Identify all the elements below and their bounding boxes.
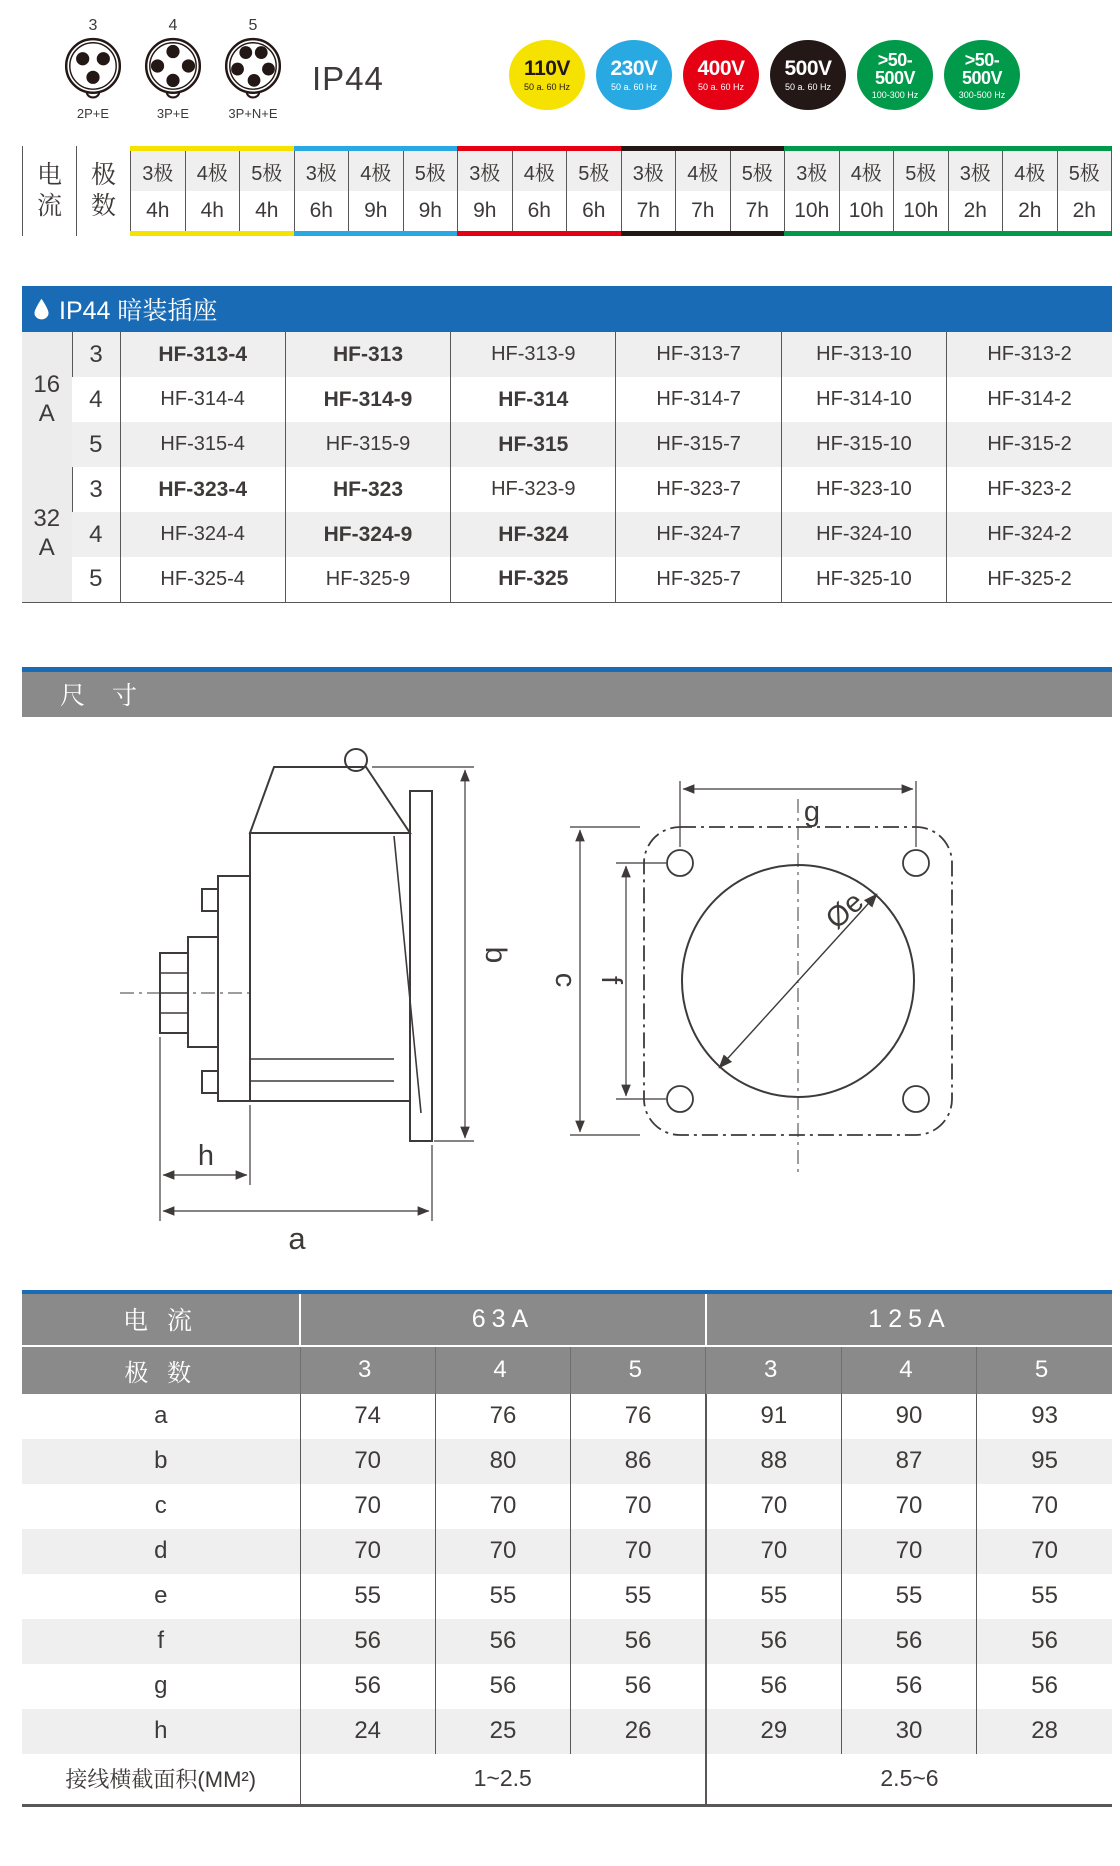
- model-code-cell: HF-315: [451, 422, 616, 467]
- voltage-badges: [509, 18, 1020, 110]
- model-code-cell: HF-314-2: [947, 377, 1112, 422]
- badge-frequency: 100-300 Hz: [871, 89, 919, 100]
- pole-col-header: 5: [977, 1346, 1112, 1394]
- table-row: [22, 422, 1112, 467]
- pole-hour-cell: 5极 2h: [1057, 151, 1112, 231]
- model-code-cell: HF-324-4: [120, 512, 285, 557]
- pole-hour-cell: 3极 4h: [130, 151, 185, 231]
- pole-col-header: 5: [571, 1346, 706, 1394]
- table-row: [22, 332, 1112, 377]
- model-code-cell: HF-325: [451, 557, 616, 602]
- model-code-cell: HF-324-7: [616, 512, 781, 557]
- dim-label-a: a: [288, 1220, 306, 1256]
- model-code-cell: HF-314-7: [616, 377, 781, 422]
- dim-label-e: Øe: [819, 885, 871, 936]
- voltage-badge-400v: [683, 40, 759, 110]
- model-code-cell: HF-323: [285, 467, 450, 512]
- voltage-group-50-500v-b: [948, 146, 1112, 236]
- connector-5pin-icon: [220, 34, 286, 100]
- table-row: a 74 76 76 91 90 93: [22, 1394, 1112, 1439]
- model-code-cell: HF-315-9: [285, 422, 450, 467]
- dimensions-section-title: 尺 寸: [60, 682, 147, 710]
- model-code-cell: HF-323-2: [947, 467, 1112, 512]
- table-row: b 70 80 86 88 87 95: [22, 1439, 1112, 1484]
- pole-hour-cell: 5极 4h: [239, 151, 294, 231]
- model-code-cell: HF-314-9: [285, 377, 450, 422]
- badge-frequency: 50 a. 60 Hz: [697, 82, 745, 92]
- pole-count-cell: 5: [72, 422, 120, 467]
- poles-header-label: 极数: [90, 160, 116, 220]
- pole-count-cell: 3: [72, 332, 120, 377]
- dim-row-label: d: [22, 1529, 300, 1574]
- connector-wiring-label: 3P+E: [156, 106, 190, 121]
- table-row: g 56 56 56 56 56 56: [22, 1664, 1112, 1709]
- table-row: h 24 25 26 29 30 28: [22, 1709, 1112, 1754]
- dim-row-label: e: [154, 1582, 168, 1609]
- current-16a-cell: 16A: [22, 332, 72, 467]
- table-footer-row: [22, 1754, 1112, 1806]
- table-row: [22, 467, 1112, 512]
- model-code-cell: HF-323-7: [616, 467, 781, 512]
- model-code-cell: HF-323-4: [120, 467, 285, 512]
- dim-b: [372, 767, 474, 1141]
- front-view: [549, 781, 952, 1173]
- badge-voltage-line1: >50-: [877, 49, 913, 70]
- voltage-group-50-500v-a: [784, 146, 948, 236]
- connector-3pin-icon: [60, 34, 126, 100]
- model-code-cell: HF-324-9: [285, 512, 450, 557]
- badge-voltage-line1: >50-: [964, 49, 1000, 70]
- model-code-cell: HF-313-4: [120, 332, 285, 377]
- pole-hour-cell: 5极 9h: [403, 151, 458, 231]
- model-code-cell: HF-315-10: [781, 422, 946, 467]
- connector-pin-count: 3: [88, 17, 98, 34]
- dim-label-c: c: [549, 972, 581, 987]
- dim-label-h: h: [197, 1139, 215, 1172]
- model-code-cell: HF-313-2: [947, 332, 1112, 377]
- table-header-row: [22, 1346, 1112, 1394]
- pole-count-cell: 5: [89, 565, 103, 593]
- badge-voltage-line2: 500V: [961, 67, 1003, 88]
- connector-pin-count: 4: [168, 17, 178, 34]
- pole-hour-cell: 5极 6h: [566, 151, 621, 231]
- table-row: e 55 55 55 55 55 55: [22, 1574, 1112, 1619]
- water-drop-icon: [34, 298, 49, 320]
- model-code-cell: HF-313: [285, 332, 450, 377]
- pole-hour-cell: 5极 10h: [893, 151, 948, 231]
- current-poles-hours-table: [22, 146, 1112, 236]
- voltage-group-230v: [294, 146, 458, 236]
- connector-wiring-label: 3P+N+E: [228, 106, 278, 121]
- dim-row-label: c: [154, 1492, 167, 1519]
- badge-frequency: 50 a. 60 Hz: [523, 82, 571, 92]
- model-code-cell: HF-314-10: [781, 377, 946, 422]
- connector-5pin: [218, 18, 288, 121]
- dimensions-table: [22, 1290, 1112, 1808]
- pole-hour-cell: 4极 9h: [348, 151, 403, 231]
- pole-hour-cell: 3极 9h: [457, 151, 512, 231]
- voltage-group-110v: [130, 146, 294, 236]
- socket-section-title: IP44 暗装插座: [59, 297, 218, 325]
- model-code-cell: HF-325-2: [947, 557, 1112, 602]
- poles-header: 极 数: [22, 1346, 300, 1394]
- model-code-cell: HF-314-4: [120, 377, 285, 422]
- badge-voltage: 500V: [784, 57, 832, 80]
- pole-col-header: 3: [706, 1346, 841, 1394]
- pole-hour-cell: 3极 7h: [621, 151, 676, 231]
- voltage-group-400v: [457, 146, 621, 236]
- pole-col-header: 4: [435, 1346, 570, 1394]
- dim-row-label: g: [154, 1672, 168, 1699]
- pole-hour-cell: 4极 10h: [839, 151, 894, 231]
- model-code-cell: HF-315-4: [120, 422, 285, 467]
- table-row: d 70 70 70 70 70 70: [22, 1529, 1112, 1574]
- connector-3pin: [58, 18, 128, 121]
- dimensions-section-header: [22, 667, 1112, 717]
- connector-4pin: [138, 18, 208, 121]
- pole-col-header: 4: [841, 1346, 976, 1394]
- socket-section-header: [22, 286, 1112, 332]
- dim-row-label: b: [22, 1439, 300, 1484]
- current-header-label: 电流: [36, 160, 62, 220]
- connector-pin-count: 5: [248, 17, 258, 34]
- voltage-badge-50-500v-b: [944, 40, 1020, 110]
- dim-row-label: h: [22, 1709, 300, 1754]
- pole-hour-cell: 3极 10h: [784, 151, 839, 231]
- model-code-cell: HF-325-7: [616, 557, 781, 602]
- badge-frequency: 50 a. 60 Hz: [610, 82, 658, 92]
- table-row: [22, 377, 1112, 422]
- model-code-cell: HF-325-9: [285, 557, 450, 602]
- pole-count-cell: 4: [72, 512, 120, 557]
- model-code-cell: HF-315-7: [616, 422, 781, 467]
- pole-hour-cell: 4极 4h: [185, 151, 240, 231]
- current-header-cell: [22, 146, 76, 236]
- table-row: [22, 557, 1112, 602]
- dim-row-label: a: [154, 1402, 168, 1429]
- dim-label-g: g: [803, 795, 821, 828]
- dim-label-f: f: [595, 975, 627, 984]
- badge-voltage: 230V: [610, 57, 658, 80]
- badge-voltage: 110V: [524, 57, 570, 80]
- dim-h: [160, 1037, 250, 1221]
- connector-diagrams: [58, 18, 288, 121]
- pole-count-cell: 3: [72, 467, 120, 512]
- current-32a-cell: 32A: [22, 467, 72, 602]
- badge-voltage: 400V: [697, 57, 745, 80]
- side-view: [120, 749, 512, 1256]
- model-code-cell: HF-323-10: [781, 467, 946, 512]
- model-code-cell: HF-314: [451, 377, 616, 422]
- dimension-drawing: [22, 741, 1112, 1266]
- voltage-badge-50-500v-a: [857, 40, 933, 110]
- badge-frequency: 300-500 Hz: [958, 89, 1006, 100]
- pole-hour-cell: 4极 2h: [1002, 151, 1057, 231]
- technical-drawing: [22, 741, 1102, 1261]
- dim-row-label: f: [22, 1619, 300, 1664]
- pole-col-header: 3: [300, 1346, 435, 1394]
- voltage-badge-500v: [770, 40, 846, 110]
- wire-section-label: 接线横截面积(MM²): [22, 1754, 300, 1806]
- current-header: 电 流: [22, 1292, 300, 1346]
- pole-hour-cell: 3极 6h: [294, 151, 349, 231]
- table-row: c 70 70 70 70 70 70: [22, 1484, 1112, 1529]
- connector-wiring-label: 2P+E: [76, 106, 110, 121]
- poles-header-cell: [76, 146, 130, 236]
- ip-rating: IP44: [312, 60, 384, 97]
- model-code-cell: HF-325-10: [781, 557, 946, 602]
- model-code-cell: HF-313-9: [451, 332, 616, 377]
- model-code-cell: HF-313-7: [616, 332, 781, 377]
- model-code-cell: HF-315-2: [947, 422, 1112, 467]
- table-row: f 56 56 56 56 56 56: [22, 1619, 1112, 1664]
- model-code-cell: HF-325-4: [120, 557, 285, 602]
- voltage-badge-230v: [596, 40, 672, 110]
- pole-hour-cell: 5极 7h: [730, 151, 785, 231]
- model-code-cell: HF-324-2: [947, 512, 1112, 557]
- wire-section-125a: 2.5~6: [706, 1754, 1112, 1806]
- col-group-63a: 63A: [300, 1292, 706, 1346]
- header-row: [22, 18, 1110, 138]
- voltage-group-500v: [621, 146, 785, 236]
- connector-4pin-icon: [140, 34, 206, 100]
- model-code-cell: HF-323-9: [451, 467, 616, 512]
- table-header-row: [22, 1292, 1112, 1346]
- pole-hour-cell: 3极 2h: [948, 151, 1003, 231]
- model-code-cell: HF-324-10: [781, 512, 946, 557]
- wire-section-63a: 1~2.5: [300, 1754, 706, 1806]
- dim-label-b: b: [479, 946, 512, 963]
- model-code-cell: HF-313-10: [781, 332, 946, 377]
- socket-model-table: [22, 332, 1112, 603]
- pole-hour-cell: 4极 7h: [675, 151, 730, 231]
- model-code-cell: HF-324: [451, 512, 616, 557]
- badge-voltage-line2: 500V: [874, 67, 916, 88]
- pole-count-cell: 4: [89, 385, 103, 413]
- col-group-125a: 125A: [706, 1292, 1112, 1346]
- table-row: [22, 512, 1112, 557]
- badge-frequency: 50 a. 60 Hz: [784, 82, 832, 92]
- pole-hour-cell: 4极 6h: [512, 151, 567, 231]
- voltage-badge-110v: [509, 40, 585, 110]
